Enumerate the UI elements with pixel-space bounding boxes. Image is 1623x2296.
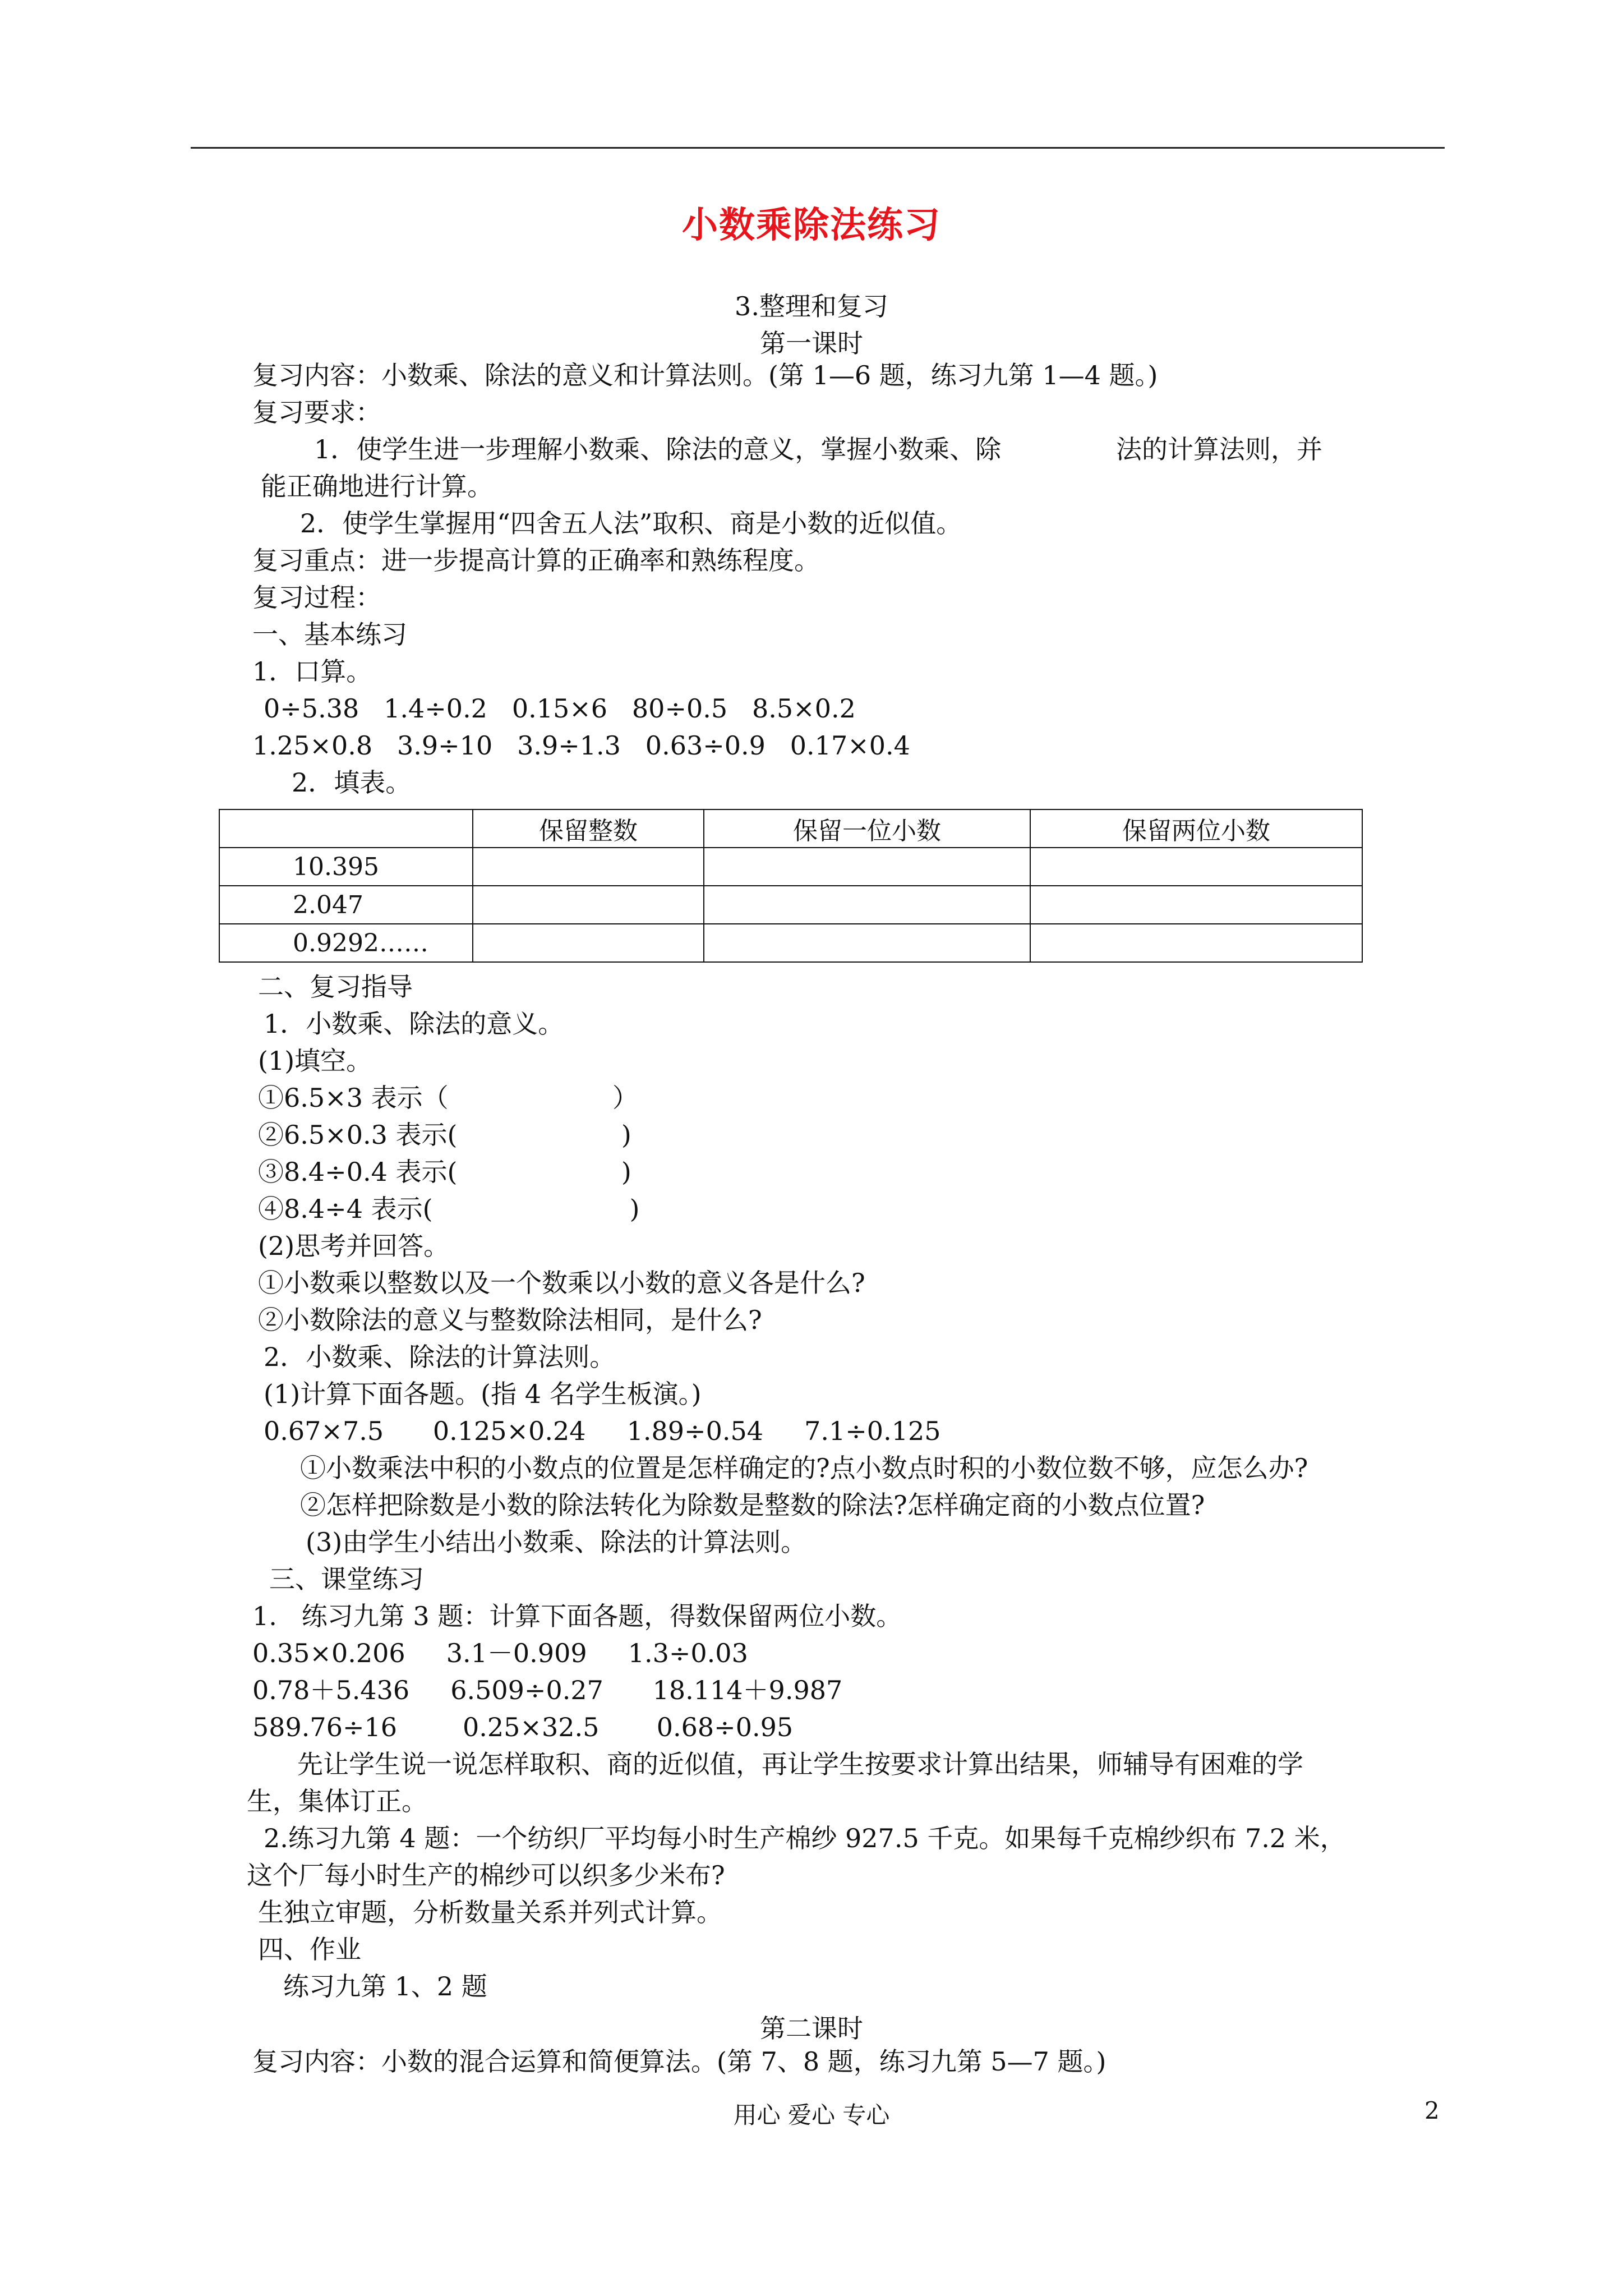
text-line: (1)填空。 xyxy=(258,1046,372,1076)
text-line: (1)计算下面各题。(指 4 名学生板演。) xyxy=(264,1379,702,1409)
text-line: 1．口算。 xyxy=(252,656,372,687)
text-line: 先让学生说一说怎样取积、商的近似值，再让学生按要求计算出结果，师辅导有困难的学 xyxy=(297,1749,1303,1779)
text-line: ②小数除法的意义与整数除法相同，是什么? xyxy=(258,1305,762,1335)
text-line: 2．使学生掌握用“四舍五人法”取积、商是小数的近似值。 xyxy=(300,508,962,539)
text-line: 复习过程： xyxy=(252,582,381,613)
header-rule xyxy=(191,147,1445,149)
page-footer: 用心 爱心 专心 xyxy=(733,2101,890,2129)
table-row-label: 2.047 xyxy=(219,886,473,924)
text-line: 能正确地进行计算。 xyxy=(261,471,493,501)
text-line: 复习要求： xyxy=(252,397,381,427)
text-line: ①小数乘以整数以及一个数乘以小数的意义各是什么? xyxy=(258,1268,865,1298)
calc-row: 589.76÷16 0.25×32.5 0.68÷0.95 xyxy=(252,1712,794,1742)
text-line: (3)由学生小结出小数乘、除法的计算法则。 xyxy=(306,1527,807,1557)
text-line: 一、基本练习 xyxy=(252,619,407,650)
table-cell xyxy=(473,886,704,924)
table-cell xyxy=(704,924,1030,962)
calc-row: 0.35×0.206 3.1－0.909 1.3÷0.03 xyxy=(252,1638,748,1668)
text-line: 1．使学生进一步理解小数乘、除法的意义，掌握小数乘、除 法的计算法则，并 xyxy=(314,434,1322,464)
section-heading: 3.整理和复习 xyxy=(735,291,888,321)
table-header-cell xyxy=(219,809,473,848)
lesson-heading-1: 第一课时 xyxy=(760,328,863,358)
text-line: ②6.5×0.3 表示( ) xyxy=(258,1120,631,1150)
text-line: ④8.4÷4 表示( ) xyxy=(258,1194,640,1224)
table-header-cell: 保留一位小数 xyxy=(704,809,1030,848)
lesson-heading-2: 第二课时 xyxy=(760,2013,863,2044)
calc-row: 0.78＋5.436 6.509÷0.27 18.114＋9.987 xyxy=(252,1675,843,1705)
table-cell xyxy=(1030,848,1362,886)
text-line: 四、作业 xyxy=(258,1934,361,1964)
text-line: 2．填表。 xyxy=(292,767,412,798)
table-cell xyxy=(704,886,1030,924)
text-line: ③8.4÷0.4 表示( ) xyxy=(258,1157,631,1187)
table-cell xyxy=(1030,886,1362,924)
table-cell xyxy=(1030,924,1362,962)
page-number: 2 xyxy=(1424,2097,1440,2124)
text-line: ②怎样把除数是小数的除法转化为除数是整数的除法?怎样确定商的小数点位置? xyxy=(300,1490,1205,1520)
rounding-table xyxy=(219,809,1363,963)
table-cell xyxy=(473,924,704,962)
text-line: 生，集体订正。 xyxy=(247,1786,427,1816)
text-line: 1．小数乘、除法的意义。 xyxy=(264,1009,564,1039)
oral-calc-row: 0÷5.38 1.4÷0.2 0.15×6 80÷0.5 8.5×0.2 xyxy=(264,693,856,724)
text-line: ①小数乘法中积的小数点的位置是怎样确定的?点小数点时积的小数位数不够，应怎么办? xyxy=(300,1453,1308,1483)
text-line: 2.练习九第 4 题：一个纺织厂平均每小时生产棉纱 927.5 千克。如果每千克棉纱织布 7.2 米， xyxy=(264,1823,1346,1853)
table-row-label: 0.9292…… xyxy=(219,924,473,962)
oral-calc-row: 1.25×0.8 3.9÷10 3.9÷1.3 0.63÷0.9 0.17×0.4 xyxy=(252,730,910,761)
table-cell xyxy=(473,848,704,886)
text-line: (2)思考并回答。 xyxy=(258,1231,450,1261)
text-line: 1. 练习九第 3 题：计算下面各题，得数保留两位小数。 xyxy=(252,1601,902,1631)
text-line: 复习内容：小数乘、除法的意义和计算法则。(第 1—6 题，练习九第 1—4 题。) xyxy=(252,360,1158,390)
text-line: 这个厂每小时生产的棉纱可以织多少米布? xyxy=(247,1860,725,1890)
text-line: ①6.5×3 表示（ ） xyxy=(258,1083,639,1113)
page-title: 小数乘除法练习 xyxy=(682,204,941,246)
text-line: 复习内容：小数的混合运算和简便算法。(第 7、8 题，练习九第 5—7 题。) xyxy=(252,2046,1106,2077)
text-line: 练习九第 1、2 题 xyxy=(283,1971,487,2001)
text-line: 复习重点：进一步提高计算的正确率和熟练程度。 xyxy=(252,545,820,576)
text-line: 2．小数乘、除法的计算法则。 xyxy=(264,1342,616,1372)
calc-row: 0.67×7.5 0.125×0.24 1.89÷0.54 7.1÷0.125 xyxy=(264,1416,941,1446)
text-line: 三、课堂练习 xyxy=(269,1564,424,1594)
table-row-label: 10.395 xyxy=(219,848,473,886)
table-header-cell: 保留两位小数 xyxy=(1030,809,1362,848)
table-header-cell: 保留整数 xyxy=(473,809,704,848)
text-line: 生独立审题，分析数量关系并列式计算。 xyxy=(258,1897,722,1927)
text-line: 二、复习指导 xyxy=(258,972,413,1002)
table-cell xyxy=(704,848,1030,886)
